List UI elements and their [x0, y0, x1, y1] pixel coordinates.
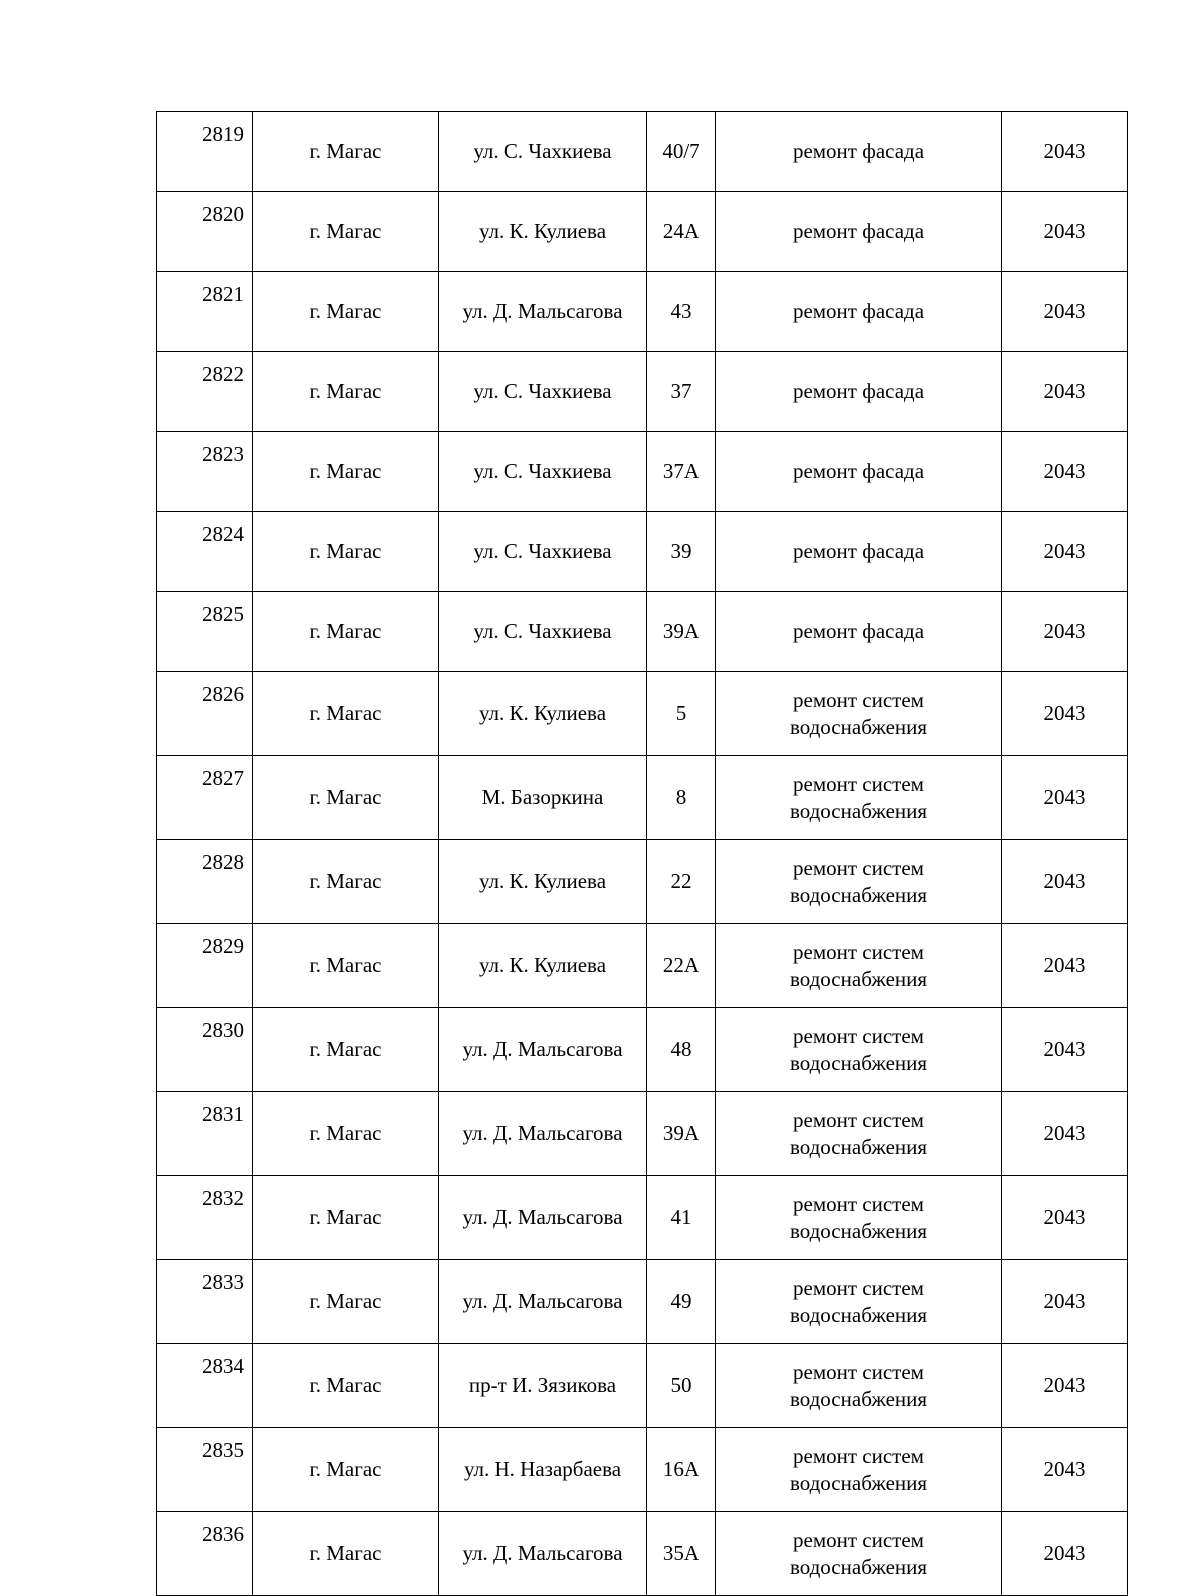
table-row: [157, 352, 1128, 432]
work-type-cell: [716, 1260, 1002, 1344]
table-row: [157, 1176, 1128, 1260]
year-cell: 2043: [1002, 1512, 1128, 1596]
street-cell: ул. К. Кулиева: [439, 672, 647, 756]
year-cell: 2043: [1002, 192, 1128, 272]
work-type-line: ремонт систем: [793, 1191, 924, 1216]
year-cell: 2043: [1002, 1260, 1128, 1344]
work-type-cell: [716, 592, 1002, 672]
work-type-cell: [716, 512, 1002, 592]
work-type-line: ремонт фасада: [792, 299, 925, 323]
work-type-cell: [716, 192, 1002, 272]
street-cell: ул. Д. Мальсагова: [439, 1512, 647, 1596]
work-type-cell: [716, 272, 1002, 352]
city-cell: г. Магас: [253, 272, 439, 352]
year-cell: 2043: [1002, 840, 1128, 924]
work-type-line: ремонт систем: [793, 687, 924, 712]
work-type-line: водоснабжения: [789, 966, 928, 991]
year-cell: 2043: [1002, 672, 1128, 756]
house-number-cell: 49: [647, 1260, 716, 1344]
year-cell: 2043: [1002, 272, 1128, 352]
street-cell: ул. Д. Мальсагова: [439, 272, 647, 352]
work-type-cell: [716, 672, 1002, 756]
row-number-cell: 2834: [157, 1344, 253, 1428]
year-cell: 2043: [1002, 512, 1128, 592]
city-cell: г. Магас: [253, 672, 439, 756]
work-type-line: ремонт систем: [793, 1275, 924, 1300]
street-cell: М. Базоркина: [439, 756, 647, 840]
table-row: [157, 192, 1128, 272]
row-number-cell: 2830: [157, 1008, 253, 1092]
work-type-line: водоснабжения: [789, 1386, 928, 1411]
row-number-cell: 2821: [157, 272, 253, 352]
work-type-line: ремонт систем: [793, 855, 924, 880]
street-cell: ул. К. Кулиева: [439, 192, 647, 272]
street-cell: ул. Д. Мальсагова: [439, 1176, 647, 1260]
house-number-cell: 24А: [647, 192, 716, 272]
work-type-cell: [716, 352, 1002, 432]
work-type-line: ремонт систем: [793, 1443, 924, 1468]
work-type-cell: [716, 112, 1002, 192]
city-cell: г. Магас: [253, 352, 439, 432]
city-cell: г. Магас: [253, 432, 439, 512]
year-cell: 2043: [1002, 1092, 1128, 1176]
city-cell: г. Магас: [253, 112, 439, 192]
house-number-cell: 37А: [647, 432, 716, 512]
row-number-cell: 2833: [157, 1260, 253, 1344]
city-cell: г. Магас: [253, 1008, 439, 1092]
table-row: [157, 1008, 1128, 1092]
work-type-line: ремонт фасада: [792, 379, 925, 403]
street-cell: ул. К. Кулиева: [439, 924, 647, 1008]
work-type-cell: [716, 1344, 1002, 1428]
row-number-cell: 2820: [157, 192, 253, 272]
work-type-line: ремонт фасада: [792, 619, 925, 643]
house-number-cell: 35А: [647, 1512, 716, 1596]
row-number-cell: 2819: [157, 112, 253, 192]
table-row: [157, 1092, 1128, 1176]
house-number-cell: 22А: [647, 924, 716, 1008]
street-cell: ул. Д. Мальсагова: [439, 1008, 647, 1092]
row-number-cell: 2836: [157, 1512, 253, 1596]
work-type-line: ремонт фасада: [792, 459, 925, 483]
city-cell: г. Магас: [253, 840, 439, 924]
year-cell: 2043: [1002, 592, 1128, 672]
year-cell: 2043: [1002, 1344, 1128, 1428]
work-type-line: водоснабжения: [789, 1302, 928, 1327]
city-cell: г. Магас: [253, 756, 439, 840]
table-row: [157, 1512, 1128, 1596]
row-number-cell: 2827: [157, 756, 253, 840]
work-type-line: водоснабжения: [789, 1050, 928, 1075]
work-type-line: ремонт систем: [793, 1359, 924, 1384]
street-cell: ул. К. Кулиева: [439, 840, 647, 924]
house-number-cell: 40/7: [647, 112, 716, 192]
row-number-cell: 2824: [157, 512, 253, 592]
house-number-cell: 39: [647, 512, 716, 592]
city-cell: г. Магас: [253, 924, 439, 1008]
house-number-cell: 48: [647, 1008, 716, 1092]
table-row: [157, 432, 1128, 512]
house-number-cell: 37: [647, 352, 716, 432]
work-type-line: ремонт фасада: [792, 539, 925, 563]
year-cell: 2043: [1002, 432, 1128, 512]
work-type-line: водоснабжения: [789, 798, 928, 823]
work-type-line: ремонт систем: [793, 1527, 924, 1552]
table-row: [157, 924, 1128, 1008]
work-type-line: ремонт фасада: [792, 219, 925, 243]
year-cell: 2043: [1002, 112, 1128, 192]
city-cell: г. Магас: [253, 1344, 439, 1428]
table-row: [157, 112, 1128, 192]
house-number-cell: 16А: [647, 1428, 716, 1512]
house-number-cell: 39А: [647, 592, 716, 672]
year-cell: 2043: [1002, 756, 1128, 840]
table-row: [157, 592, 1128, 672]
row-number-cell: 2831: [157, 1092, 253, 1176]
table-row: [157, 1260, 1128, 1344]
work-type-line: ремонт систем: [793, 939, 924, 964]
table-row: [157, 1344, 1128, 1428]
street-cell: ул. С. Чахкиева: [439, 512, 647, 592]
work-type-line: ремонт систем: [793, 1023, 924, 1048]
row-number-cell: 2825: [157, 592, 253, 672]
street-cell: ул. С. Чахкиева: [439, 112, 647, 192]
house-number-cell: 43: [647, 272, 716, 352]
year-cell: 2043: [1002, 1428, 1128, 1512]
street-cell: ул. С. Чахкиева: [439, 352, 647, 432]
work-type-line: водоснабжения: [789, 882, 928, 907]
street-cell: ул. Д. Мальсагова: [439, 1260, 647, 1344]
city-cell: г. Магас: [253, 1260, 439, 1344]
city-cell: г. Магас: [253, 1428, 439, 1512]
work-type-line: водоснабжения: [789, 1554, 928, 1579]
row-number-cell: 2823: [157, 432, 253, 512]
street-cell: ул. С. Чахкиева: [439, 432, 647, 512]
table-row: [157, 1428, 1128, 1512]
table-row: [157, 512, 1128, 592]
work-type-line: ремонт фасада: [792, 139, 925, 163]
house-number-cell: 22: [647, 840, 716, 924]
city-cell: г. Магас: [253, 1176, 439, 1260]
year-cell: 2043: [1002, 352, 1128, 432]
table-row: [157, 756, 1128, 840]
work-type-line: водоснабжения: [789, 714, 928, 739]
work-type-cell: [716, 432, 1002, 512]
work-type-line: водоснабжения: [789, 1470, 928, 1495]
row-number-cell: 2829: [157, 924, 253, 1008]
work-type-line: ремонт систем: [793, 1107, 924, 1132]
work-type-line: ремонт систем: [793, 771, 924, 796]
street-cell: ул. Н. Назарбаева: [439, 1428, 647, 1512]
house-number-cell: 50: [647, 1344, 716, 1428]
house-number-cell: 8: [647, 756, 716, 840]
street-cell: ул. Д. Мальсагова: [439, 1092, 647, 1176]
table-row: [157, 840, 1128, 924]
work-type-cell: [716, 1008, 1002, 1092]
city-cell: г. Магас: [253, 592, 439, 672]
year-cell: 2043: [1002, 1176, 1128, 1260]
work-type-line: водоснабжения: [789, 1218, 928, 1243]
work-type-cell: [716, 840, 1002, 924]
work-type-cell: [716, 756, 1002, 840]
row-number-cell: 2828: [157, 840, 253, 924]
table-row: [157, 672, 1128, 756]
row-number-cell: 2822: [157, 352, 253, 432]
work-type-cell: [716, 1428, 1002, 1512]
street-cell: ул. С. Чахкиева: [439, 592, 647, 672]
table-row: [157, 272, 1128, 352]
city-cell: г. Магас: [253, 1512, 439, 1596]
table-body: [157, 112, 1128, 1596]
work-type-cell: [716, 1092, 1002, 1176]
repair-schedule-table: [156, 111, 1128, 1596]
work-type-cell: [716, 1512, 1002, 1596]
street-cell: пр-т И. Зязикова: [439, 1344, 647, 1428]
city-cell: г. Магас: [253, 1092, 439, 1176]
work-type-line: водоснабжения: [789, 1134, 928, 1159]
city-cell: г. Магас: [253, 512, 439, 592]
year-cell: 2043: [1002, 924, 1128, 1008]
house-number-cell: 41: [647, 1176, 716, 1260]
row-number-cell: 2832: [157, 1176, 253, 1260]
house-number-cell: 39А: [647, 1092, 716, 1176]
year-cell: 2043: [1002, 1008, 1128, 1092]
work-type-cell: [716, 924, 1002, 1008]
row-number-cell: 2835: [157, 1428, 253, 1512]
row-number-cell: 2826: [157, 672, 253, 756]
city-cell: г. Магас: [253, 192, 439, 272]
work-type-cell: [716, 1176, 1002, 1260]
house-number-cell: 5: [647, 672, 716, 756]
